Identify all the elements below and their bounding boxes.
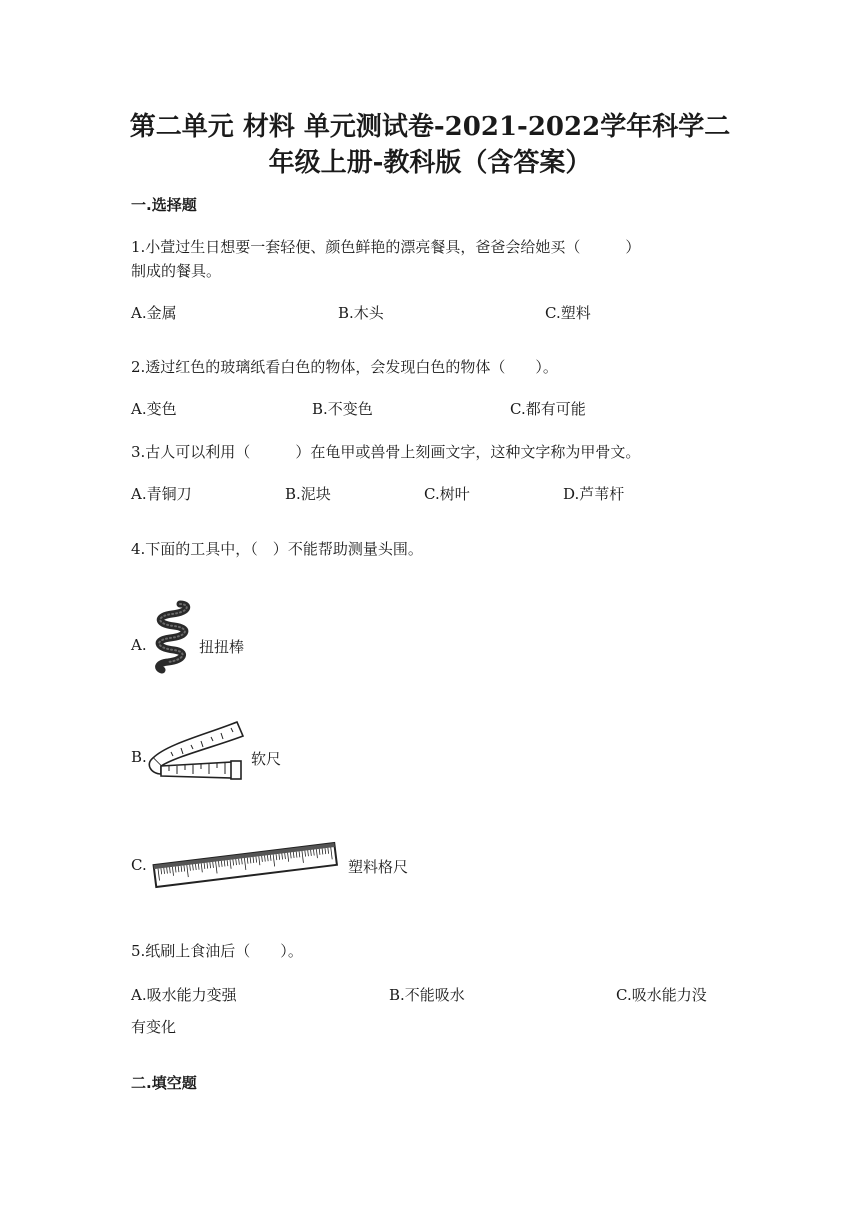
question-5-text: 5.纸刷上食油后（ ）。	[131, 942, 303, 960]
question-2-text: 2.透过红色的玻璃纸看白色的物体，会发现白色的物体（ ）。	[131, 358, 558, 376]
q4-option-b-letter: B.	[131, 748, 147, 766]
q5-option-c-cont: 有变化	[131, 1018, 177, 1036]
page-title-line-1: 第二单元 材料 单元测试卷-2021-2022学年科学二	[129, 112, 731, 142]
q1-option-b: B.木头	[338, 304, 384, 322]
q2-option-b: B.不变色	[312, 400, 373, 418]
question-3-text: 3.古人可以利用（ ）在龟甲或兽骨上刻画文字，这种文字称为甲骨文。	[131, 443, 641, 461]
page-title-line-2: 年级上册-教科版（含答案）	[268, 148, 592, 178]
q2-option-a: A.变色	[131, 400, 177, 418]
section-heading-fill: 二.填空题	[131, 1074, 197, 1092]
question-4-text: 4.下面的工具中，（ ）不能帮助测量头围。	[131, 540, 423, 558]
q2-option-c: C.都有可能	[510, 400, 586, 418]
q4-option-c-label: 塑料格尺	[348, 858, 409, 876]
ruler-icon	[148, 834, 342, 892]
question-1-text: 1.小萱过生日想要一套轻便、颜色鲜艳的漂亮餐具，爸爸会给她买（ ）	[131, 238, 641, 256]
q5-option-b: B.不能吸水	[389, 986, 465, 1004]
q5-option-a: A.吸水能力变强	[131, 986, 237, 1004]
section-heading-choice: 一.选择题	[131, 196, 197, 214]
q3-option-d: D.芦苇杆	[563, 485, 625, 503]
twisted-stick-icon	[150, 598, 194, 674]
q4-option-b-label: 软尺	[251, 750, 282, 768]
q4-option-a-letter: A.	[131, 636, 147, 654]
tape-measure-icon	[147, 716, 247, 782]
q3-option-a: A.青铜刀	[131, 485, 192, 503]
q4-option-a-label: 扭扭棒	[199, 638, 245, 656]
q3-option-c: C.树叶	[424, 485, 470, 503]
q1-option-a: A.金属	[131, 304, 177, 322]
q4-option-c-letter: C.	[131, 856, 147, 874]
q1-option-c: C.塑料	[545, 304, 591, 322]
q5-option-c: C.吸水能力没	[616, 986, 707, 1004]
q3-option-b: B.泥块	[285, 485, 331, 503]
question-1-text-cont: 制成的餐具。	[131, 262, 222, 280]
